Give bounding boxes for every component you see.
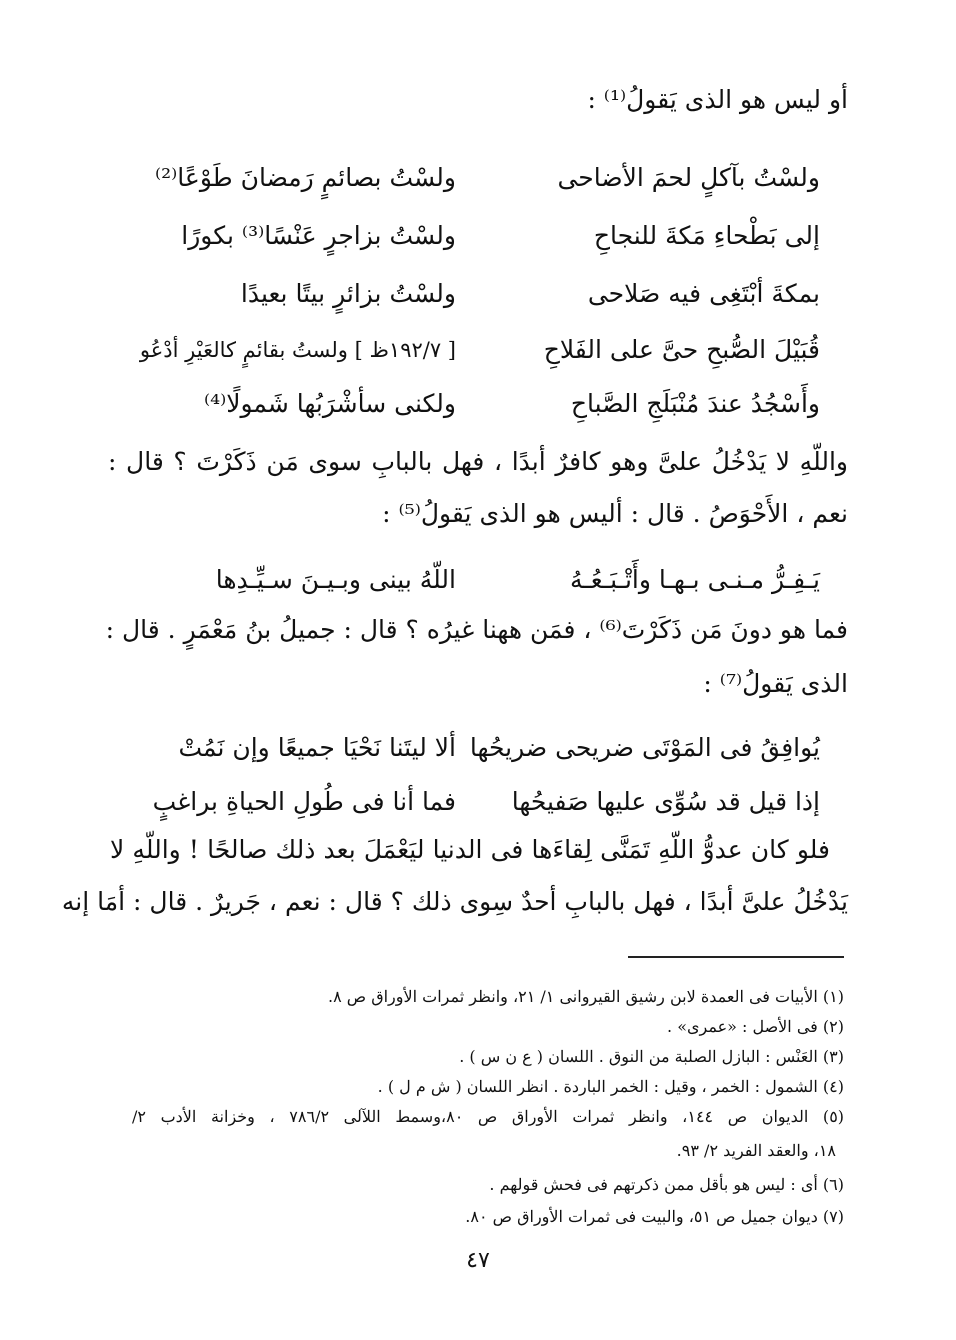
footnote: (٣) العَنْس : البازل الصلبة من النوق . اللسان ( ع ن س ) .: [459, 1047, 844, 1066]
prose-line: نعم ، الأَحْوَصُ . قال : أليس هو الذى يَقولُ⁽⁵⁾ :: [382, 499, 848, 528]
prose-line: فلو كان عدوُّ اللّهِ تَمَنَّى لِقاءَها فى الدنيا ليَعْمَلَ بعد ذلك صالحًا ! واللّهِ لا: [110, 835, 830, 864]
footnote: (٢) فى الأصل : «عمرى» .: [667, 1017, 844, 1036]
footnote: (٦) أى : ليس هو بأقل ممن ذكرتهم فى فحش قولهم .: [489, 1175, 844, 1194]
verse-hemistich-second: يُوافِقُ فى المَوْتَى ضريحى ضريحُها: [469, 733, 820, 762]
footnote: (٥) الديوان ص ١٤٤، وانظر ثمرات الأوراق ص ٨٠،وسمط اللآلى ٧٨٦/٢ ، وخزانة الأدب ٢/: [132, 1107, 845, 1126]
prose-line: أو ليس هو الذى يَقولُ⁽¹⁾ :: [587, 85, 848, 114]
verse-hemistich-first: ولسْتُ بصائمٍ رَمضانَ طَوْعًا⁽²⁾: [154, 163, 456, 192]
page-number: ٤٧: [466, 1248, 490, 1273]
verse-hemistich-first: فما أنا فى طُولِ الحياةِ براغبٍ: [152, 787, 456, 816]
prose-line: الذى يَقولُ⁽⁷⁾ :: [703, 669, 848, 698]
verse-hemistich-first: ألا ليتَنا نَحْيَا جميعًا وإن نَمُتْ: [178, 733, 456, 762]
footnote: (١) الأبيات فى العمدة لابن رشيق القيروانى ١/ ٢١، وانظر ثمرات الأوراق ص ٨.: [327, 987, 844, 1006]
footnote: (٧) ديوان جميل ص ٥١، والبيت فى ثمرات الأوراق ص ٨٠.: [465, 1207, 844, 1226]
verse-hemistich-second: يَـفِـرُّ مـنـى بـهـا وأَتْـبَـعُـهُ: [569, 565, 820, 594]
prose-line: واللّهِ لا يَدْخُلُ علىَّ وهو كافرٌ أبدًا ، فهل بالبابِ سوى مَن ذَكَرْتَ ؟ قال :: [108, 447, 848, 476]
verse-hemistich-first: اللّهُ بينى وبـيـنَ سـيِّـدِها: [215, 565, 456, 594]
footnote-divider: [628, 956, 844, 958]
verse-hemistich-first: ولسْتُ بزائرٍ بيتًا بعيدًا: [240, 279, 456, 308]
verse-hemistich-second: إلى بَطْحاءِ مَكةَ للنجاحِ: [593, 221, 820, 250]
verse-hemistich-first: ولسْتُ بزاجرٍ عَنْسًا⁽³⁾ بكورًا: [181, 221, 456, 250]
prose-line: يَدْخُلُ علىَّ أبدًا ، فهل بالبابِ أحدٌ سِوى ذلك ؟ قال : نعم ، جَريرٌ . قال : أمَا إنه: [61, 887, 848, 916]
verse-hemistich-first: ولكنى سأشْرَبُها شَمولًا⁽⁴⁾: [203, 389, 456, 418]
verse-hemistich-second: إذا قيل قد سُوِّى عليها صَفيحُها: [511, 787, 820, 816]
verse-hemistich-second: بمكةَ أبْتَغِى فيه صَلاحى: [587, 279, 820, 308]
footnote-continuation: ١٨، والعقد الفريد ٢/ ٩٣.: [676, 1141, 836, 1160]
prose-line: فما هو دونَ مَن ذَكَرْتَ⁽⁶⁾ ، فمَن ههنا غيرُه ؟ قال : جميلُ بنُ مَعْمَرٍ . قال :: [105, 615, 848, 644]
verse-hemistich-second: وأَسْجُدُ عندَ مُنْبَلَجِ الصَّباحِ: [570, 389, 820, 418]
footnote: (٤) الشمول : الخمر ، وقيل : الخمر الباردة . انظر اللسان ( ش م ل ) .: [377, 1077, 844, 1096]
verse-hemistich-second: ولسْتُ بآكلٍ لحمَ الأضاحى: [557, 163, 820, 192]
verse-hemistich-second: قُبَيْلَ الصُّبحِ حىَّ على الفَلاحِ: [543, 335, 820, 364]
verse-hemistich-first: [ ١٩٢/٧ظ ] ولستُ بقائمٍ كالعَيْرِ أدْعُو: [139, 338, 456, 362]
